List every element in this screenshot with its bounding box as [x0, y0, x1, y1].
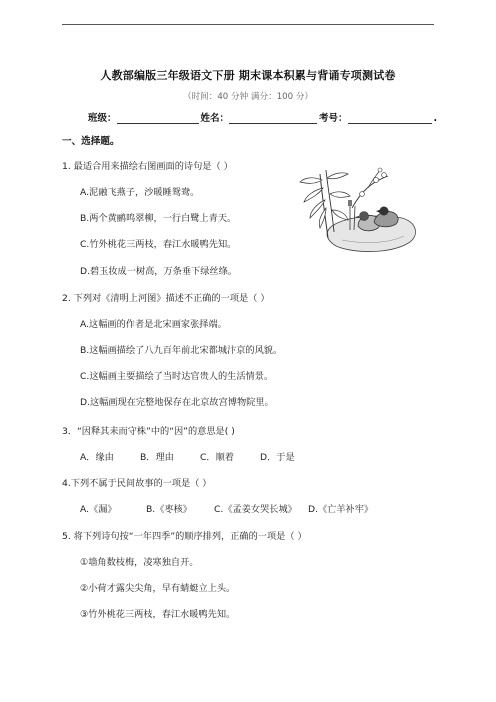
ducks-bamboo-illustration — [292, 160, 422, 260]
name-label: 姓名： — [200, 113, 230, 124]
q3-stem: 3．“因释其耒而守株”中的“因”的意思是( ) — [62, 426, 235, 437]
q2-option-b[interactable]: B.这幅画描绘了八九百年前北宋都城汴京的风貌。 — [80, 345, 283, 356]
q5-item-2: ②小荷才露尖尖角，早有蜻蜓立上头。 — [80, 583, 236, 594]
q1-option-a[interactable]: A.泥融飞燕子，沙暖睡鸳鸯。 — [80, 187, 200, 198]
q1-option-c[interactable]: C.竹外桃花三两枝，春江水暖鸭先知。 — [80, 239, 237, 250]
q2-option-c[interactable]: C.这幅画主要描绘了当时达官贵人的生活情景。 — [80, 371, 274, 382]
q4-option-d[interactable]: D.《亡羊补牢》 — [308, 504, 374, 515]
end-dot: . — [433, 113, 438, 124]
q3-option-d[interactable]: D．于是 — [260, 452, 295, 463]
q2-option-d[interactable]: D.这幅画现在完整地保存在北京故宫博物院里。 — [80, 397, 274, 408]
q4-option-a[interactable]: A.《漏》 — [80, 504, 117, 515]
q1-stem: 1. 最适合用来描绘右图画面的诗句是（ ） — [62, 161, 233, 172]
q3-option-b[interactable]: B．理由 — [140, 452, 174, 463]
q3-option-a[interactable]: A．缘由 — [80, 452, 114, 463]
class-label: 班级： — [88, 113, 117, 124]
q2-stem: 2. 下列对《清明上河图》描述不正确的一项是（ ） — [62, 293, 270, 304]
q4-stem: 4.下列不属于民间故事的一项是（ ） — [62, 478, 212, 489]
id-label: 考号： — [319, 113, 348, 124]
page-subtitle: （时间：40 分钟 满分：100 分） — [182, 92, 314, 102]
name-field[interactable] — [229, 114, 317, 124]
q1-option-d[interactable]: D.碧玉妆成一树高，万条垂下绿丝绦。 — [80, 266, 237, 277]
top-rule — [62, 24, 434, 25]
q4-options — [80, 501, 420, 513]
q4-option-c[interactable]: C.《孟姜女哭长城》 — [214, 504, 297, 515]
page-title: 人教部编版三年级语文下册 期末课本积累与背诵专项测试卷 — [100, 69, 396, 82]
class-field[interactable] — [117, 114, 199, 124]
id-field[interactable] — [348, 114, 432, 124]
q2-option-a[interactable]: A.这幅画的作者是北宋画家张择端。 — [80, 319, 227, 330]
q5-item-1: ①墙角数枝梅，凌寒独自开。 — [80, 557, 199, 568]
section-title: 一、选择题。 — [62, 136, 120, 147]
q5-stem: 5. 将下列诗句按“一年四季”的顺序排列，正确的一项是（ ） — [62, 531, 307, 542]
q1-option-b[interactable]: B.两个黄鹂鸣翠柳，一行白鹭上青天。 — [80, 213, 237, 224]
q5-item-3: ③竹外桃花三两枝，春江水暖鸭先知。 — [80, 609, 236, 620]
q4-option-b[interactable]: B.《枣核》 — [146, 504, 192, 515]
q3-options — [80, 449, 380, 461]
student-info-line — [88, 110, 438, 124]
q3-option-c[interactable]: C．顺着 — [200, 452, 234, 463]
